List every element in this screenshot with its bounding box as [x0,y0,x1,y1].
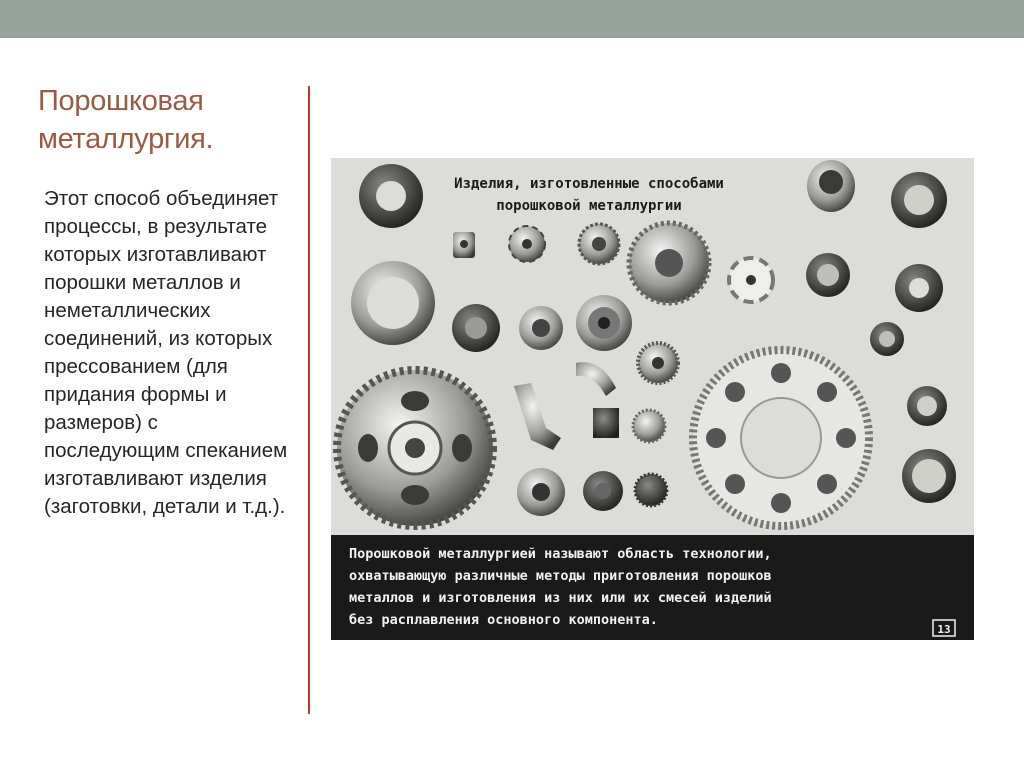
product-photo [331,158,974,640]
part-small-gear-4 [635,474,667,506]
part-ring-right-4 [902,449,956,503]
photo-illustration [331,158,974,640]
slide-body-text: Этот способ объединяет процессы, в результате которых изготавливают порошки металлов и неметаллических соединений, из которых прессованием (для придания формы и размеров) с последующим спеканием изготавливают изделия (заготовки, детали и т.д.). [44,187,288,518]
part-ring-right-3 [907,386,947,426]
part-ring-right-2 [870,322,904,356]
slide-title: Порошковая металлургия. [38,85,214,155]
part-ring-top-left [359,164,423,228]
caption-line-3: металлов и изготовления из них или их смесей изделий [349,590,772,606]
part-small-block [453,232,475,258]
part-bushing-left [452,304,500,352]
part-large-gear-right [693,350,869,526]
page-number: 13 [937,623,951,636]
part-gear-medium [629,223,709,303]
part-cup-2 [517,468,565,516]
part-ring-top-corner [891,172,947,228]
part-small-gear-1 [579,224,619,264]
caption-line-1: Порошковой металлургией называют область технологии, [349,546,772,562]
caption-line-2: охватывающую различные методы приготовления порошков [349,568,772,584]
part-cup-1 [519,306,563,350]
photo-heading-line2: порошковой металлургии [496,198,682,214]
part-large-gear-left [337,370,493,526]
part-ring-right-1 [806,253,850,297]
part-flower-rotor [729,258,773,302]
top-bar [0,0,1024,38]
caption-line-4: без расплавления основного компонента. [349,612,658,628]
part-small-gear-2 [638,343,678,383]
vertical-divider [308,86,310,714]
part-bushing-top-right [807,160,855,212]
part-clamp-right [895,264,943,312]
part-segmented-ring [351,261,435,345]
part-small-gear-3 [633,410,665,442]
part-star-rotor [509,226,545,262]
part-square-block [593,408,619,438]
part-pulley [576,295,632,351]
part-bushing-dark [583,471,623,511]
photo-heading-line1: Изделия, изготовленные способами [454,176,724,192]
